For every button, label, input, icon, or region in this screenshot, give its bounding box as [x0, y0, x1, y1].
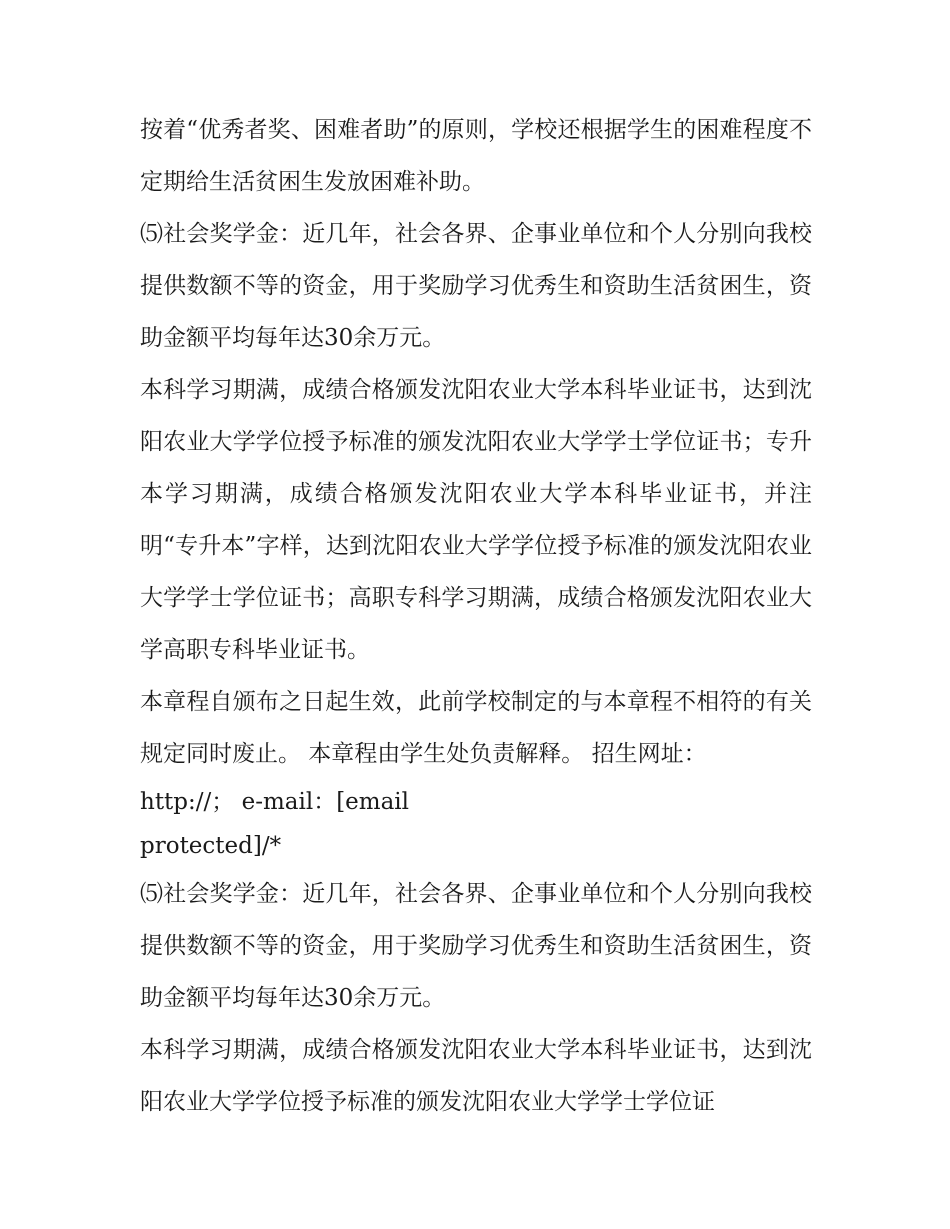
- document-body: [140, 104, 812, 1128]
- paragraph-social-scholarship: ⑸社会奖学金：近几年，社会各界、企事业单位和个人分别向我校提供数额不等的资金，用于奖励学习优秀生和资助生活贫困生，资助金额平均每年达30余万元。: [140, 221, 812, 351]
- contact-line-email-end: protected]/*: [140, 833, 282, 859]
- paragraph-degree-certificates: 本科学习期满，成绩合格颁发沈阳农业大学本科毕业证书，达到沈阳农业大学学位授予标准的颁发沈阳农业大学学士学位证书；专升本学习期满，成绩合格颁发沈阳农业大学本科毕业证书，并注明“专升本”字样，达到沈阳农业大学学位授予标准的颁发沈阳农业大学学士学位证书；高职专科学习期满，成绩合格颁发沈阳农业大学高职专科毕业证书。: [140, 377, 812, 663]
- paragraph-degree-certificates-repeat: 本科学习期满，成绩合格颁发沈阳农业大学本科毕业证书，达到沈阳农业大学学位授予标准的颁发沈阳农业大学学士学位证: [140, 1037, 812, 1115]
- paragraph-charter-effective: 本章程自颁布之日起生效，此前学校制定的与本章程不相符的有关规定同时废止。 本章程由学生处负责解释。 招生网址：: [140, 689, 812, 767]
- paragraph-social-scholarship-repeat: ⑸社会奖学金：近几年，社会各界、企事业单位和个人分别向我校提供数额不等的资金，用于奖励学习优秀生和资助生活贫困生，资助金额平均每年达30余万元。: [140, 881, 812, 1011]
- paragraph-hardship-subsidy: 按着“优秀者奖、困难者助”的原则，学校还根据学生的困难程度不定期给生活贫困生发放困难补助。: [140, 117, 812, 195]
- contact-line-url-email: http://； e-mail：[email: [140, 789, 410, 815]
